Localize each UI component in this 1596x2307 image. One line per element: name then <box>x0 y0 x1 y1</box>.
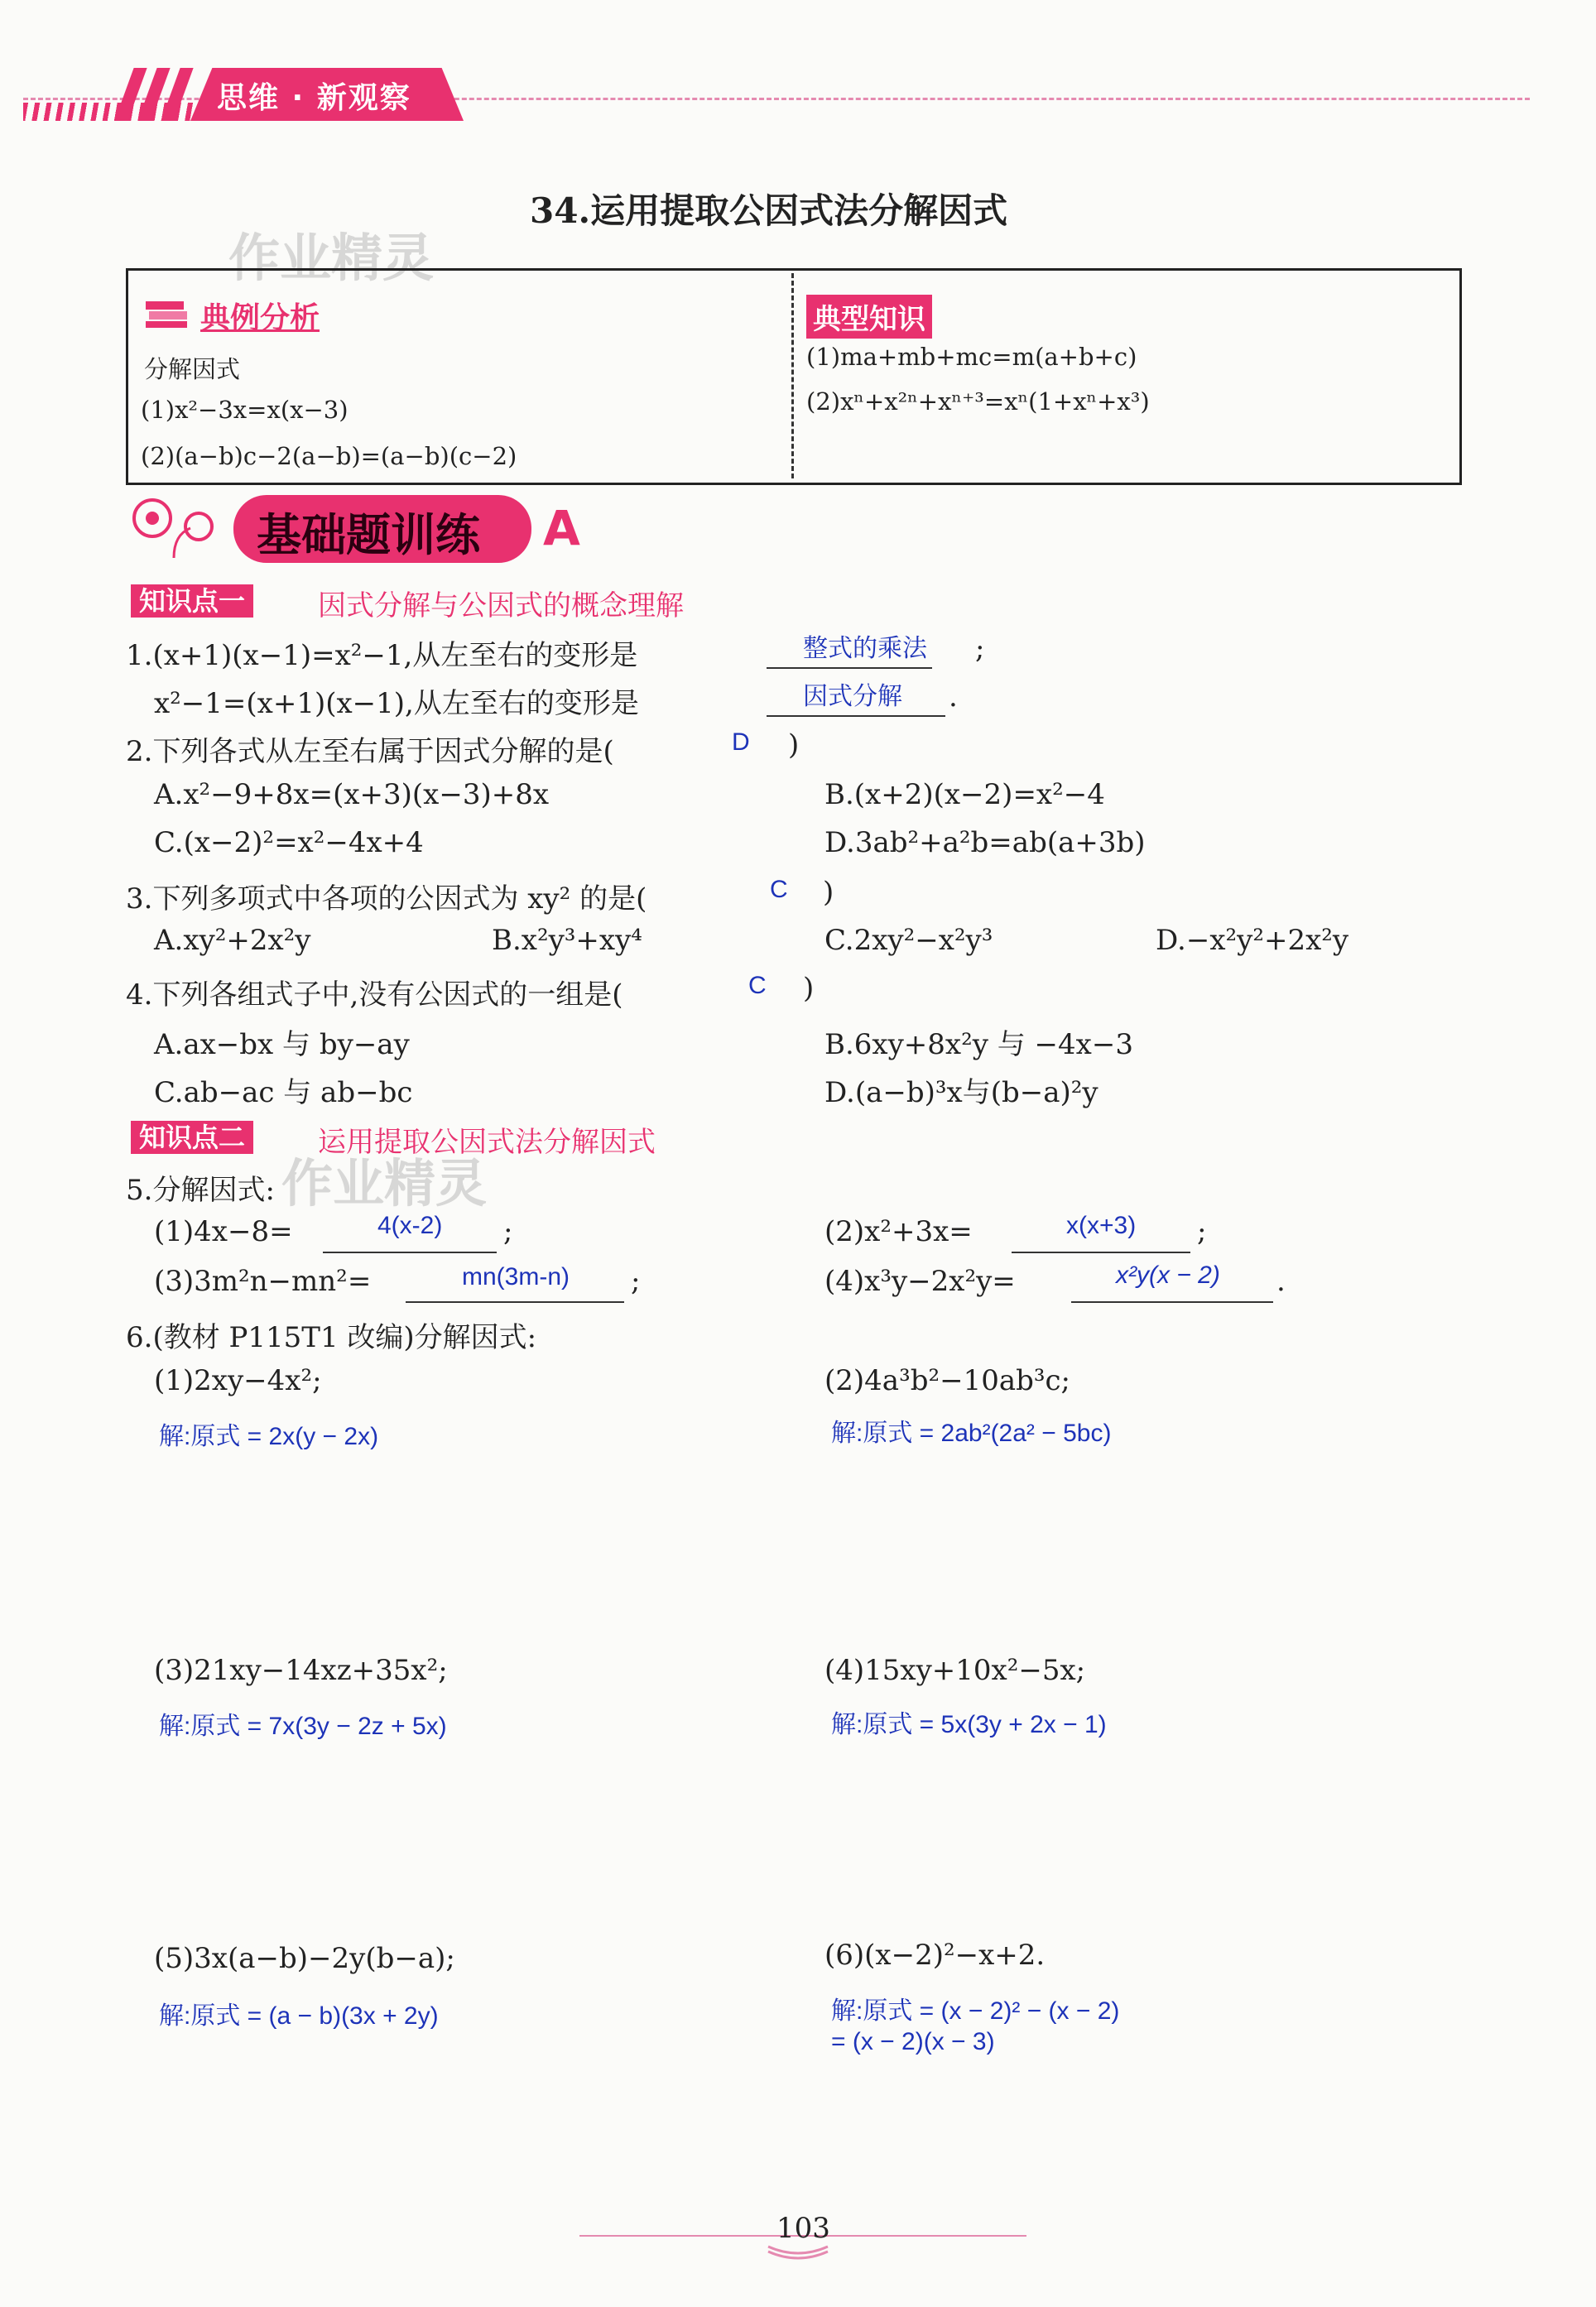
q5-answer: x²y(x − 2) <box>1116 1262 1220 1289</box>
q6-solution: = (x − 2)(x − 3) <box>831 2028 995 2055</box>
watermark: 作业精灵 <box>281 1153 488 1214</box>
q4-close: ) <box>803 972 815 1005</box>
q4-option-c: C.ab−ac 与 ab−bc <box>154 1076 413 1109</box>
q1-end2: . <box>949 680 958 714</box>
q1-blank1 <box>767 667 932 669</box>
example-intro: 分解因式 <box>144 355 241 383</box>
knowledge-item: (2)xⁿ+x²ⁿ+xⁿ⁺³=xⁿ(1+xⁿ+x³) <box>806 387 1150 416</box>
q5-item-label: (4)x³y−2x²y= <box>824 1265 1016 1298</box>
q6-item-label: (4)15xy+10x²−5x; <box>824 1654 1086 1687</box>
q1-line2: x²−1=(x+1)(x−1),从左至右的变形是 <box>154 687 639 720</box>
q5-item-end: . <box>1276 1265 1286 1298</box>
example-item: (2)(a−b)c−2(a−b)=(a−b)(c−2) <box>141 442 517 470</box>
kp1-title: 因式分解与公因式的概念理解 <box>318 589 684 622</box>
q5-answer: x(x+3) <box>1066 1212 1137 1239</box>
q5-blank <box>406 1301 624 1303</box>
q1-end1: ; <box>975 632 985 666</box>
section-level: A <box>543 500 580 556</box>
q6-item-label: (5)3x(a−b)−2y(b−a); <box>154 1942 455 1975</box>
example-heading: 典例分析 <box>200 301 320 335</box>
q4-answer: C <box>748 972 767 999</box>
q6-solution: 解:原式 = 5x(3y + 2x − 1) <box>831 1711 1107 1738</box>
q6-item-label: (3)21xy−14xz+35x²; <box>154 1654 448 1687</box>
section-title: 基础题训练 <box>257 509 480 561</box>
kp2-badge: 知识点二 <box>131 1121 253 1154</box>
flower-icon <box>124 493 232 560</box>
q3-option-c: C.2xy²−x²y³ <box>824 924 993 957</box>
knowledge-item: (1)ma+mb+mc=m(a+b+c) <box>806 343 1137 371</box>
q4-stem: 4.下列各组式子中,没有公因式的一组是( <box>126 978 623 1012</box>
q5-blank <box>1012 1252 1190 1253</box>
series-title: 思维 · 新观察 <box>217 81 411 115</box>
q5-item-end: ; <box>1197 1215 1207 1248</box>
q4-option-b: B.6xy+8x²y 与 −4x−3 <box>824 1028 1133 1061</box>
q2-close: ) <box>788 728 800 762</box>
q5-stem: 5.分解因式: <box>126 1174 275 1207</box>
q5-item-end: ; <box>503 1215 513 1248</box>
q6-item-label: (6)(x−2)²−x+2. <box>824 1939 1046 1972</box>
example-box-divider <box>791 273 794 478</box>
watermark: 作业精灵 <box>228 228 435 288</box>
q5-answer: 4(x-2) <box>377 1212 443 1239</box>
example-item: (1)x²−3x=x(x−3) <box>141 396 349 424</box>
q5-item-label: (1)4x−8= <box>154 1215 293 1248</box>
q1-answer2: 因式分解 <box>803 683 902 710</box>
q6-solution: 解:原式 = 2ab²(2a² − 5bc) <box>831 1420 1112 1447</box>
q3-option-b: B.x²y³+xy⁴ <box>492 924 642 957</box>
q5-item-label: (2)x²+3x= <box>824 1215 973 1248</box>
q1-blank2 <box>767 715 945 717</box>
q1-line1: 1.(x+1)(x−1)=x²−1,从左至右的变形是 <box>126 639 638 672</box>
q6-solution: 解:原式 = 7x(3y − 2z + 5x) <box>159 1713 447 1740</box>
q4-option-d: D.(a−b)³x与(b−a)²y <box>824 1076 1098 1109</box>
kp1-badge: 知识点一 <box>131 584 253 618</box>
lesson-title: 34.运用提取公因式法分解因式 <box>530 190 1008 231</box>
q5-answer: mn(3m-n) <box>462 1263 570 1290</box>
q3-option-d: D.−x²y²+2x²y <box>1156 924 1349 957</box>
q4-option-a: A.ax−bx 与 by−ay <box>154 1028 410 1061</box>
q5-blank <box>323 1252 497 1253</box>
q6-stem: 6.(教材 P115T1 改编)分解因式: <box>126 1321 537 1354</box>
q2-option-b: B.(x+2)(x−2)=x²−4 <box>824 778 1105 811</box>
q5-item-label: (3)3m²n−mn²= <box>154 1265 372 1298</box>
q1-answer1: 整式的乘法 <box>803 635 927 662</box>
q2-answer: D <box>732 728 750 756</box>
page-number: 103 <box>776 2212 830 2245</box>
q5-blank <box>1071 1301 1273 1303</box>
q6-item-label: (1)2xy−4x²; <box>154 1364 322 1397</box>
q2-option-c: C.(x−2)²=x²−4x+4 <box>154 826 424 859</box>
q3-stem: 3.下列多项式中各项的公因式为 xy² 的是( <box>126 882 647 916</box>
kp2-title: 运用提取公因式法分解因式 <box>318 1126 656 1159</box>
q2-option-d: D.3ab²+a²b=ab(a+3b) <box>824 826 1146 859</box>
knowledge-heading: 典型知识 <box>806 295 932 339</box>
q2-option-a: A.x²−9+8x=(x+3)(x−3)+8x <box>154 778 550 811</box>
q6-solution: 解:原式 = (a − b)(3x + 2y) <box>159 2002 439 2030</box>
q6-item-label: (2)4a³b²−10ab³c; <box>824 1364 1071 1397</box>
q5-item-end: ; <box>631 1265 641 1298</box>
q6-solution: 解:原式 = (x − 2)² − (x − 2) <box>831 1997 1120 2025</box>
books-icon <box>144 296 194 329</box>
q2-stem: 2.下列各式从左至右属于因式分解的是( <box>126 735 614 768</box>
q3-close: ) <box>823 876 834 909</box>
q3-option-a: A.xy²+2x²y <box>154 924 311 957</box>
book-ornament-icon <box>765 2243 831 2260</box>
q3-answer: C <box>770 876 788 903</box>
q6-solution: 解:原式 = 2x(y − 2x) <box>159 1423 379 1450</box>
